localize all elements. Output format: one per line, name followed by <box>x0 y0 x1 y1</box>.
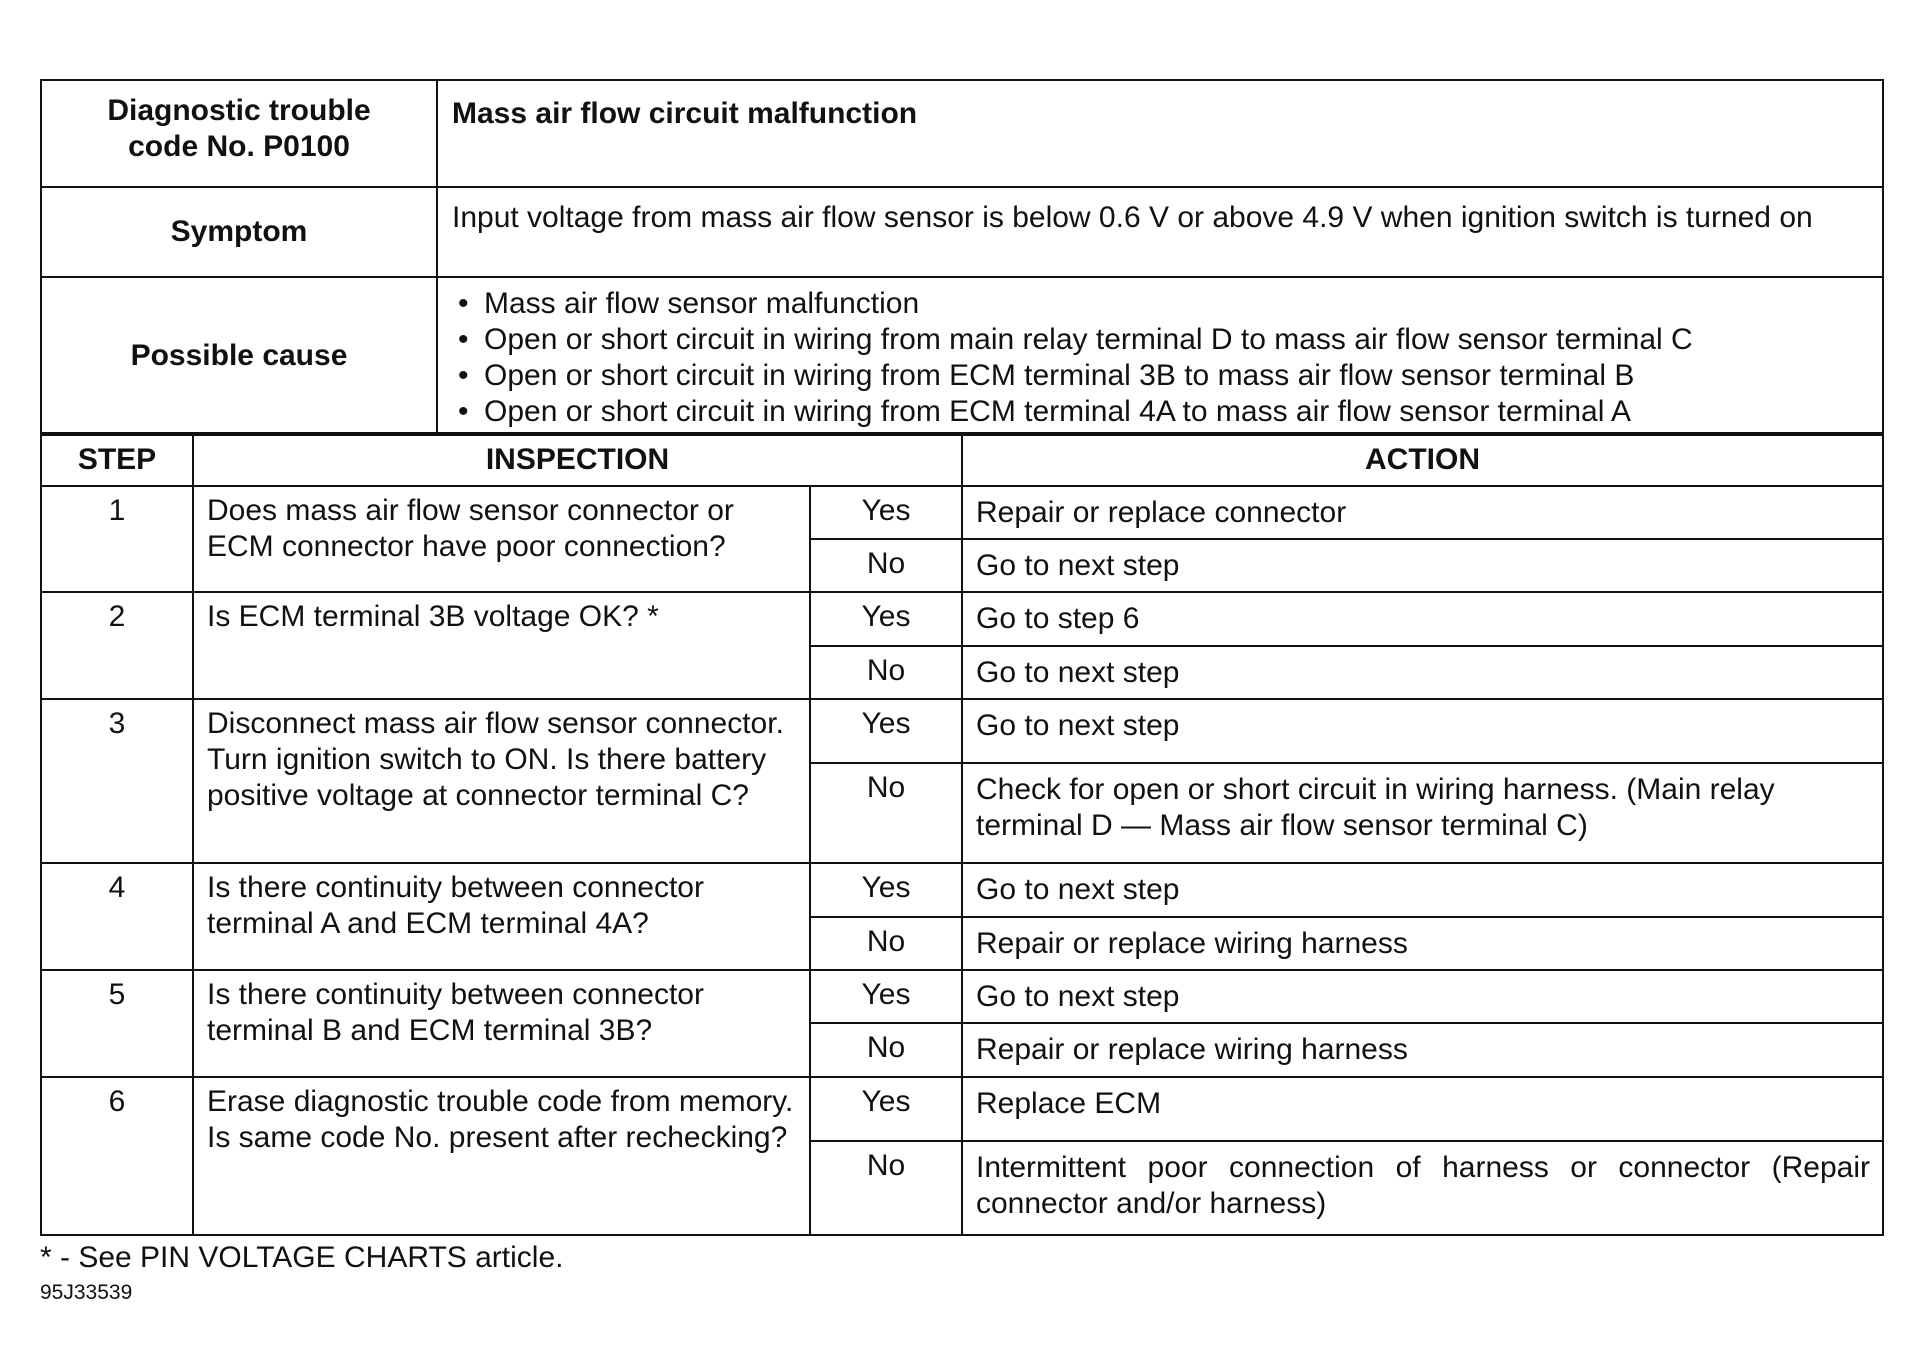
bullet-icon: • <box>458 395 469 428</box>
step-number: 6 <box>41 1077 193 1235</box>
no-action: Check for open or short circuit in wiring harness. (Main relay terminal D — Mass air flow sensor terminal C) <box>962 763 1883 863</box>
no-label: No <box>810 763 962 863</box>
figure-id: 95J33539 <box>40 1281 133 1304</box>
symptom-label: Symptom <box>41 187 437 277</box>
step-inspection: Is ECM terminal 3B voltage OK? * <box>193 592 810 699</box>
inspection-column-header: INSPECTION <box>193 433 962 486</box>
yes-action: Go to next step <box>962 699 1883 763</box>
dtc-header-table <box>40 79 1884 436</box>
step-number: 1 <box>41 486 193 592</box>
yes-label: Yes <box>810 486 962 539</box>
dtc-row <box>41 80 1883 187</box>
no-label: No <box>810 1141 962 1235</box>
step-inspection: Does mass air flow sensor connector or ECM connector have poor connection? <box>193 486 810 592</box>
yes-action: Replace ECM <box>962 1077 1883 1141</box>
bullet-icon: • <box>458 323 469 356</box>
step-column-header: STEP <box>41 433 193 486</box>
yes-label: Yes <box>810 592 962 646</box>
symptom-text: Input voltage from mass air flow sensor is below 0.6 V or above 4.9 V when ignition switch is turned on <box>437 187 1883 277</box>
steps-table <box>40 432 1884 1236</box>
cause-item: • Open or short circuit in wiring from ECM terminal 4A to mass air flow sensor terminal A <box>458 395 1632 428</box>
cause-row <box>41 277 1883 435</box>
step-2-yes-row <box>41 592 1883 646</box>
no-action: Repair or replace wiring harness <box>962 917 1883 970</box>
step-4-yes-row <box>41 863 1883 917</box>
yes-action: Go to next step <box>962 863 1883 917</box>
step-inspection: Is there continuity between connector terminal A and ECM terminal 4A? <box>193 863 810 970</box>
no-action: Go to next step <box>962 646 1883 699</box>
no-label: No <box>810 917 962 970</box>
no-action: Go to next step <box>962 539 1883 592</box>
step-5-yes-row <box>41 970 1883 1023</box>
yes-action: Repair or replace connector <box>962 486 1883 539</box>
dtc-label-line1: Diagnostic trouble <box>107 94 371 127</box>
step-1-yes-row <box>41 486 1883 539</box>
footnote: * - See PIN VOLTAGE CHARTS article. <box>40 1241 564 1274</box>
yes-label: Yes <box>810 699 962 763</box>
no-label: No <box>810 539 962 592</box>
cause-list-cell <box>437 277 1883 435</box>
step-inspection: Disconnect mass air flow sensor connector. Turn ignition switch to ON. Is there battery positive voltage at connector terminal C? <box>193 699 810 863</box>
yes-action: Go to step 6 <box>962 592 1883 646</box>
action-column-header: ACTION <box>962 433 1883 486</box>
no-action: Repair or replace wiring harness <box>962 1023 1883 1077</box>
step-number: 5 <box>41 970 193 1077</box>
step-number: 4 <box>41 863 193 970</box>
yes-label: Yes <box>810 1077 962 1141</box>
cause-label: Possible cause <box>41 277 437 435</box>
yes-action: Go to next step <box>962 970 1883 1023</box>
symptom-row <box>41 187 1883 277</box>
no-label: No <box>810 1023 962 1077</box>
cause-list <box>452 286 1872 430</box>
dtc-title: Mass air flow circuit malfunction <box>437 80 1883 187</box>
column-header-row <box>41 433 1883 486</box>
step-3-yes-row <box>41 699 1883 763</box>
no-label: No <box>810 646 962 699</box>
step-number: 2 <box>41 592 193 699</box>
bullet-icon: • <box>458 287 469 320</box>
step-6-yes-row <box>41 1077 1883 1141</box>
cause-item: • Open or short circuit in wiring from ECM terminal 3B to mass air flow sensor terminal B <box>458 359 1635 392</box>
cause-item: • Mass air flow sensor malfunction <box>458 287 920 320</box>
step-inspection: Erase diagnostic trouble code from memory. Is same code No. present after rechecking? <box>193 1077 810 1235</box>
step-number: 3 <box>41 699 193 863</box>
yes-label: Yes <box>810 970 962 1023</box>
no-action: Intermittent poor connection of harness or connector (Repair connector and/or harness) <box>962 1141 1883 1235</box>
yes-label: Yes <box>810 863 962 917</box>
step-inspection: Is there continuity between connector terminal B and ECM terminal 3B? <box>193 970 810 1077</box>
cause-item: • Open or short circuit in wiring from main relay terminal D to mass air flow sensor terminal C <box>458 323 1693 356</box>
bullet-icon: • <box>458 359 469 392</box>
dtc-label <box>41 80 437 187</box>
dtc-label-line2: code No. P0100 <box>128 130 350 163</box>
